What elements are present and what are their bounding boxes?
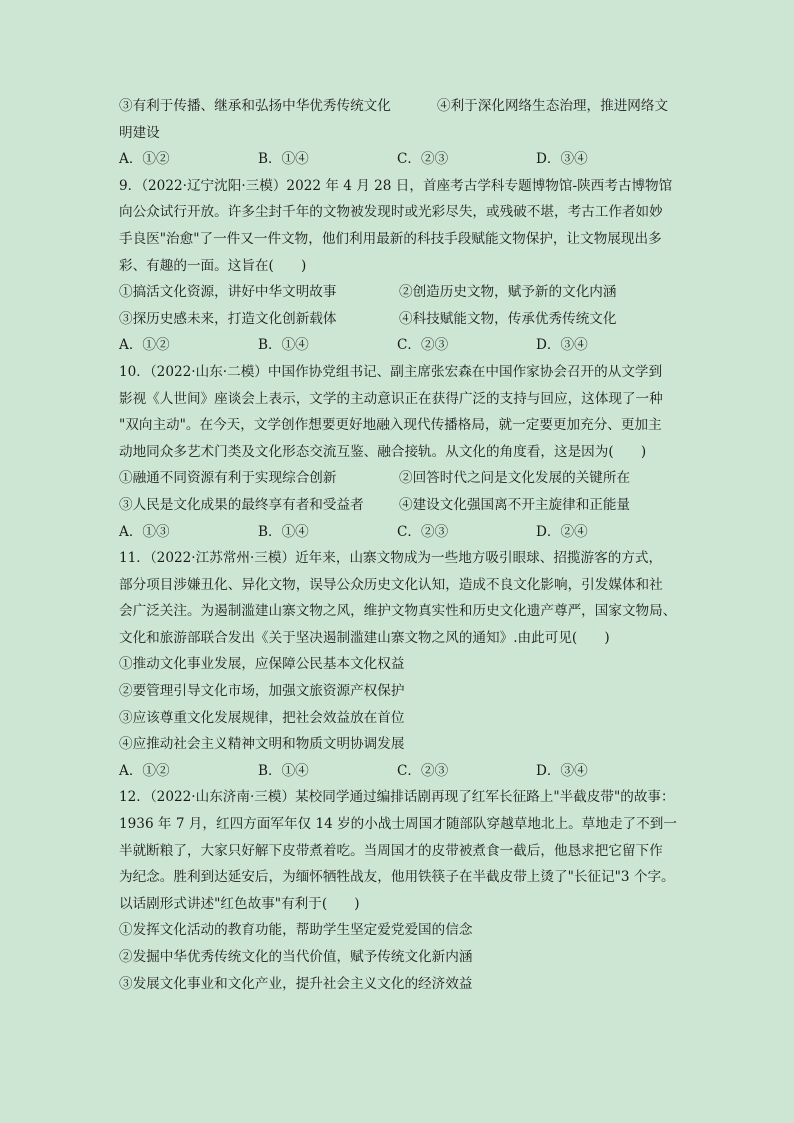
q10-statement-3: ③人民是文化成果的最终享有者和受益者 [119,496,364,513]
q8-option-a[interactable]: A．①② [119,151,170,168]
q11-statement-4: ④应推动社会主义精神文明和物质文明协调发展 [119,736,405,753]
q10-option-a[interactable]: A．①③ [119,523,170,540]
q12-statement-2: ②发掘中华优秀传统文化的当代价值，赋予传统文化新内涵 [119,949,473,965]
q12-stem-line: 以话剧形式讲述"红色故事"有利于( ) [119,895,360,912]
q10-stem-line: 动地同众多艺术门类及文化形态交流互鉴、融合接轨。从文化的角度看，这是因为( ) [119,443,647,460]
q10-statement-4: ④建设文化强国离不开主旋律和正能量 [399,496,631,513]
q9-option-c[interactable]: C．②③ [397,337,449,354]
q11-stem-line: 文化和旅游部联合发出《关于坚决遏制滥建山寨文物之风的通知》.由此可见( ) [119,629,610,646]
q9-statement-1: ①搞活文化资源，讲好中华文明故事 [119,284,337,301]
q10-statements-row [119,465,679,492]
q8-statements-row [119,93,679,120]
q10-options [119,519,679,546]
q9-statements-row [119,306,679,333]
q11-option-c[interactable]: C．②③ [397,762,449,779]
q9-statement-2: ②创造历史文物，赋予新的文化内涵 [399,284,617,301]
q10-statement-1: ①融通不同资源有利于实现综合创新 [119,470,337,487]
q12-stem-line: 12．（2022·山东济南·三模）某校同学通过编排话剧再现了红军长征路上"半截皮带"的故事： [119,789,675,806]
q8-statement-4: ④利于深化网络生态治理，推进网络文 [437,98,669,114]
q11-stem-line: 会广泛关注。为遏制滥建山寨文物之风，维护文物真实性和历史文化遗产尊严，国家文物局、 [119,603,677,620]
q10-statements-row [119,492,679,519]
q9-statement-3: ③探历史感未来，打造文化创新载体 [119,310,337,327]
q10-option-c[interactable]: C．②③ [397,523,449,540]
q9-option-a[interactable]: A．①② [119,337,170,354]
q12-stem-line: 为纪念。胜利到达延安后，为缅怀牺牲战友，他用铁筷子在半截皮带上烫了"长征记"3 个字。 [119,869,675,886]
q11-statement-1: ①推动文化事业发展，应保障公民基本文化权益 [119,656,405,673]
q9-options [119,332,679,359]
q12-statement-1: ①发挥文化活动的教育功能，帮助学生坚定爱党爱国的信念 [119,922,473,939]
q10-statement-2: ②回答时代之问是文化发展的关键所在 [399,470,631,487]
q11-options [119,758,679,785]
q10-stem-line: 影视《人世间》座谈会上表示，文学的主动意识正在获得广泛的支持与回应，这体现了一种 [119,390,663,407]
page-content [119,93,679,997]
q9-statements-row [119,279,679,306]
q11-statement-3: ③应该尊重文化发展规律，把社会效益放在首位 [119,709,405,726]
q11-stem-line: 部分项目涉嫌丑化、异化文物，误导公众历史文化认知，造成不良文化影响，引发媒体和社 [119,576,663,593]
q8-options [119,146,679,173]
q8-option-b[interactable]: B．①④ [258,151,309,168]
q8-option-d[interactable]: D．③④ [536,151,588,168]
q11-option-d[interactable]: D．③④ [536,762,588,779]
q9-stem-line: 彩、有趣的一面。这旨在( ) [119,257,307,274]
q8-statement-3: ③有利于传播、继承和弘扬中华优秀传统文化 [119,98,391,114]
q11-statement-2: ②要管理引导文化市场，加强文旅资源产权保护 [119,683,405,700]
q12-stem-line: 1936 年 7 月，红四方面军年仅 14 岁的小战士周国才随部队穿越草地北上。草地走了不到一 [119,816,677,833]
q11-stem-line: 11．（2022·江苏常州·三模）近年来，山寨文物成为一些地方吸引眼球、招揽游客的方式， [119,550,663,567]
q9-stem-line: 9．（2022·辽宁沈阳·三模）2022 年 4 月 28 日，首座考古学科专题博物馆-陕西考古博物馆 [119,177,673,194]
q11-option-b[interactable]: B．①④ [258,762,309,779]
q12-stem-line: 半就断粮了，大家只好解下皮带煮着吃。当周国才的皮带被煮食一截后，他恳求把它留下作 [119,842,663,859]
q10-option-b[interactable]: B．①④ [258,523,309,540]
q9-stem-line: 手良医"治愈"了一件又一件文物，他们利用最新的科技手段赋能文物保护，让文物展现出多 [119,230,662,247]
q9-statement-4: ④科技赋能文物，传承优秀传统文化 [399,310,617,327]
q8-option-c[interactable]: C．②③ [397,151,449,168]
q10-option-d[interactable]: D．②④ [536,523,588,540]
q10-stem-line: "双向主动"。在今天，文学创作想要更好地融入现代传播格局，就一定要更加充分、更加主 [119,417,662,434]
q8-statement-4-cont: 明建设 [119,124,160,141]
q9-option-b[interactable]: B．①④ [258,337,309,354]
q9-stem-line: 向公众试行开放。许多尘封千年的文物被发现时或光彩尽失，或残破不堪，考古工作者如妙 [119,204,663,221]
q11-option-a[interactable]: A．①② [119,762,170,779]
q12-statement-3: ③发展文化事业和文化产业，提升社会主义文化的经济效益 [119,975,473,992]
q9-option-d[interactable]: D．③④ [536,337,588,354]
q10-stem-line: 10．（2022·山东·二模）中国作协党组书记、副主席张宏森在中国作家协会召开的从文学到 [119,363,663,380]
